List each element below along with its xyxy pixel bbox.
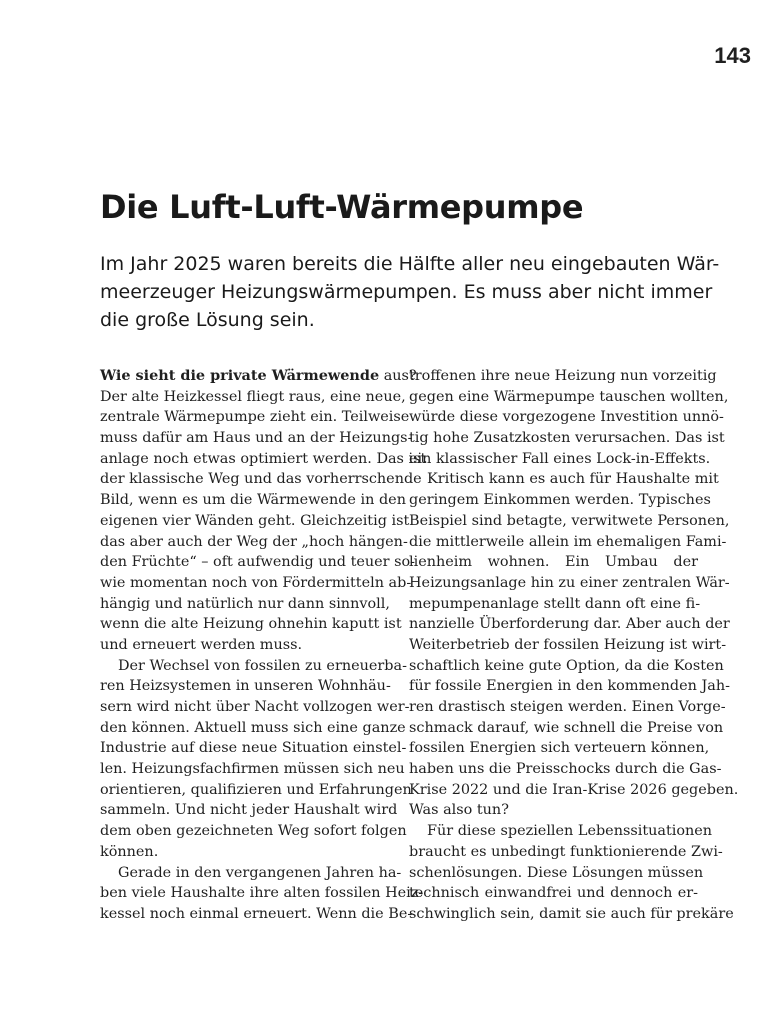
text-line: Gerade in den vergangenen Jahren ha-	[118, 864, 402, 881]
text-line: haben uns die Preisschocks durch die Gas-	[409, 761, 722, 778]
text-line: Krise 2022 und die Iran-Krise 2026 gegeben.	[409, 781, 739, 798]
text-line: wie momentan noch von Fördermitteln ab-	[100, 574, 412, 591]
text-line	[100, 366, 417, 387]
text-line: für fossile Energien in den kommenden Jah-	[409, 678, 730, 695]
text-line: sern wird nicht über Nacht vollzogen wer-	[100, 699, 410, 715]
text-line: schwinglich sein, damit sie auch für prekäre	[409, 905, 734, 922]
text-line: sammeln. Und nicht jeder Haushalt wird	[100, 802, 398, 819]
text-line: Der Wechsel von fossilen zu erneuerba-	[118, 657, 407, 674]
lead-line: die große Lösung sein.	[100, 309, 315, 331]
text-line: ben viele Haushalte ihre alten fossilen Heiz-	[100, 885, 424, 902]
text-line: Für diese speziellen Lebenssituationen	[427, 823, 713, 840]
text-line: tig hohe Zusatzkosten verursachen. Das ist	[409, 430, 725, 447]
text-line: Heizungsanlage hin zu einer zentralen Wär-	[409, 574, 730, 591]
text-line: mepumpenanlage stellt dann oft eine fi-	[409, 595, 701, 612]
text-line: dem oben gezeichneten Weg sofort folgen	[100, 823, 407, 840]
text-line: len. Heizungsfachfirmen müssen sich neu	[100, 761, 405, 778]
text-line: eigenen vier Wänden geht. Gleichzeitig ist	[100, 512, 410, 529]
text-line: ren drastisch steigen werden. Einen Vorge-	[409, 699, 726, 715]
text-line: hängig und natürlich nur dann sinnvoll,	[100, 595, 390, 612]
text-line: Beispiel sind betagte, verwitwete Personen,	[409, 512, 730, 529]
text-line: das aber auch der Weg der „hoch hängen-	[100, 533, 408, 550]
text-line: orientieren, qualifizieren und Erfahrungen	[100, 781, 412, 798]
text-line: ein klassischer Fall eines Lock-in-Effekts.	[409, 450, 711, 467]
lead-line: Im Jahr 2025 waren bereits die Hälfte aller neu eingebauten Wär-	[100, 253, 720, 275]
text-line: lienheim wohnen. Ein Umbau der	[409, 554, 698, 571]
text-line: schenlösungen. Diese Lösungen müssen	[409, 864, 704, 881]
text-line: Was also tun?	[409, 802, 509, 819]
text-line: würde diese vorgezogene Investition unnö-	[409, 409, 724, 426]
text-line: Kritisch kann es auch für Haushalte mit	[427, 471, 719, 488]
text-line: die mittlerweile allein im ehemaligen Fami-	[409, 533, 727, 550]
text-line: fossilen Energien sich verteuern können,	[409, 740, 710, 757]
text-line: Weiterbetrieb der fossilen Heizung ist wirt-	[409, 636, 727, 653]
paragraph-lead-in: Wie sieht die private Wärmewende	[100, 367, 380, 384]
text-line: den Früchte“ – oft aufwendig und teuer so-	[100, 554, 416, 571]
text-line: schmack darauf, wie schnell die Preise von	[409, 719, 724, 736]
text-line: können.	[100, 843, 159, 860]
text-line: Der alte Heizkessel fliegt raus, eine neue,	[100, 388, 406, 405]
text-line: zentrale Wärmepumpe zieht ein. Teilweise	[100, 409, 410, 426]
text-line: den können. Aktuell muss sich eine ganze	[100, 719, 406, 736]
text-line: und erneuert werden muss.	[100, 636, 303, 653]
text-line: muss dafür am Haus und an der Heizungs-	[100, 430, 413, 447]
text-line: der klassische Weg und das vorherrschende	[100, 471, 422, 488]
text-line: gegen eine Wärmepumpe tauschen wollten,	[409, 388, 729, 405]
lead-line: meerzeuger Heizungswärmepumpen. Es muss aber nicht immer	[100, 281, 713, 303]
left-text-column	[100, 366, 427, 925]
right-text-column	[409, 366, 739, 925]
lead-paragraph	[100, 250, 720, 334]
text-line: braucht es unbedingt funktionierende Zwi-	[409, 843, 723, 860]
lead-in-rest: aus?	[379, 368, 417, 384]
text-line: anlage noch etwas optimiert werden. Das ist	[100, 450, 427, 467]
text-line: Industrie auf diese neue Situation einstel-	[100, 740, 407, 757]
text-line: Bild, wenn es um die Wärmewende in den	[100, 492, 406, 509]
text-line: ren Heizsystemen in unseren Wohnhäu-	[100, 678, 391, 695]
text-line: kessel noch einmal erneuert. Wenn die Be-	[100, 905, 413, 922]
text-line: schaftlich keine gute Option, da die Kosten	[409, 657, 724, 674]
text-line: wenn die alte Heizung ohnehin kaputt ist	[100, 616, 402, 633]
text-line: technisch einwandfrei und dennoch er-	[409, 885, 698, 902]
text-line: geringem Einkommen werden. Typisches	[409, 492, 711, 509]
page-number: 143	[714, 43, 751, 68]
text-line: nanzielle Überforderung dar. Aber auch der	[409, 616, 730, 633]
chapter-title: Die Luft-Luft-Wärmepumpe	[100, 188, 584, 226]
text-line: troffenen ihre neue Heizung nun vorzeitig	[409, 368, 717, 384]
